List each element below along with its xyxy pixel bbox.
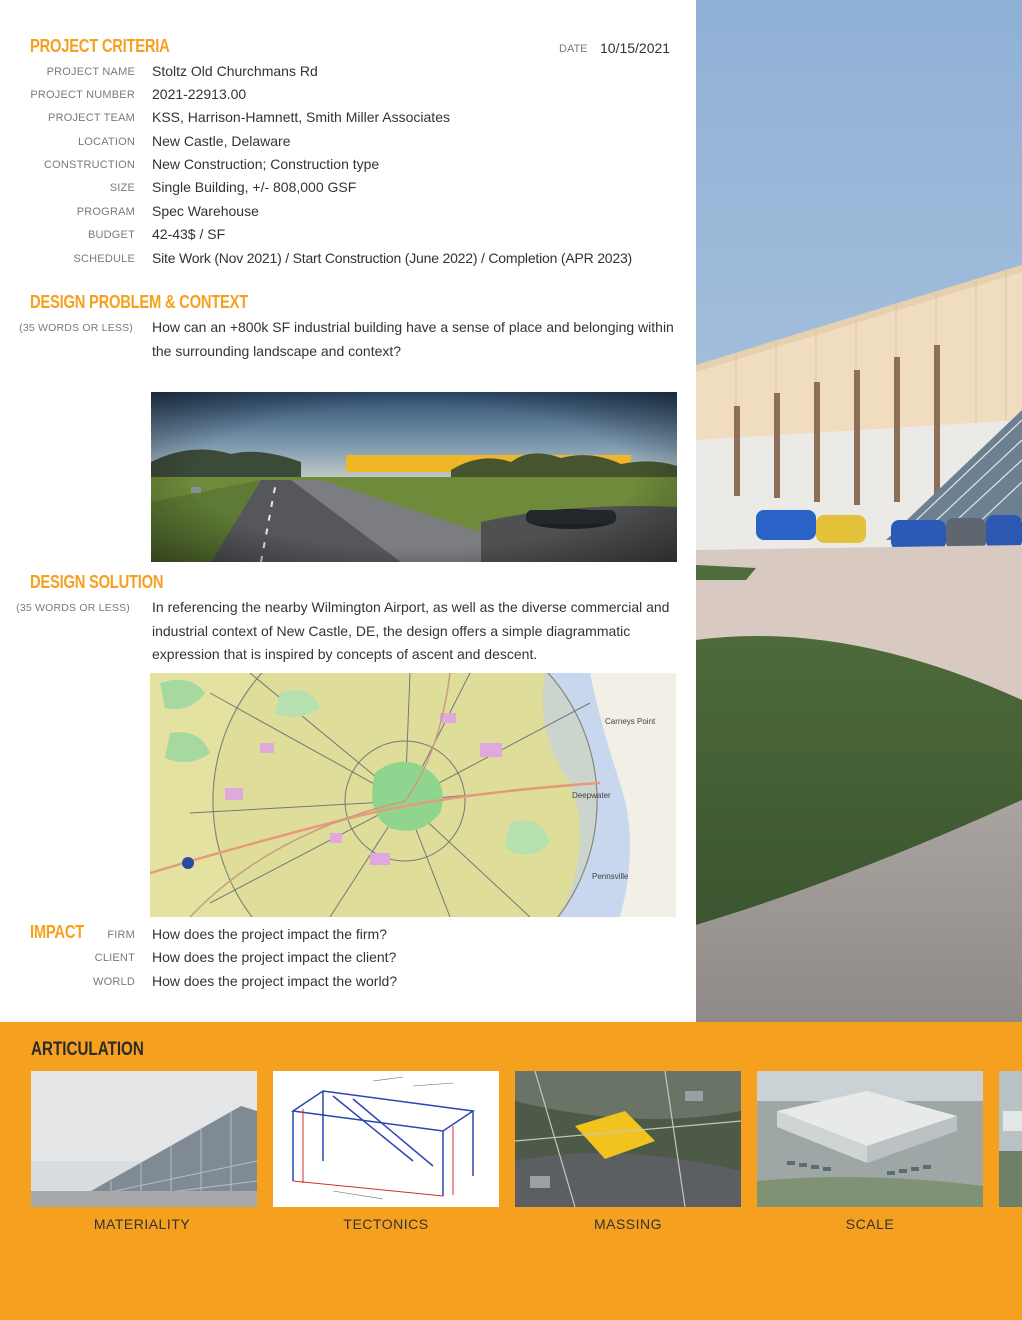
articulation-heading: ARTICULATION [31,1039,144,1060]
location-label: LOCATION [77,136,135,148]
impact-world-label: WORLD [93,976,135,988]
massing-image [515,1071,741,1207]
date-label: DATE [559,43,588,55]
scale-thumbnail [757,1071,983,1207]
design-problem-text: How can an +800k SF industrial building have a sense of place and belonging within the surrounding landscape and context? [152,319,674,359]
tectonics-thumbnail [273,1071,499,1207]
materiality-image [31,1071,257,1207]
location-value: New Castle, Delaware [152,133,291,149]
size-label: SIZE [109,182,135,194]
impact-firm-value: How does the project impact the firm? [152,926,387,942]
context-photo [151,392,677,562]
solution-word-limit-note: (35 WORDS OR LESS) [16,602,130,614]
tectonics-image [273,1071,499,1207]
problem-word-limit-note: (35 WORDS OR LESS) [19,322,133,334]
airport-map-image [150,673,676,917]
size-value: Single Building, +/- 808,000 GSF [152,179,357,195]
massing-caption: MASSING [593,1216,663,1232]
warehouse-rendering-image [696,0,1022,1022]
scale-image [757,1071,983,1207]
project-criteria-heading: PROJECT CRITERIA [30,36,170,56]
date-value: 10/15/2021 [600,40,671,56]
project-number-value: 2021-22913.00 [152,86,247,102]
impact-heading: IMPACT [30,922,85,942]
budget-value: 42-43$ / SF [152,226,226,242]
design-solution-text: In referencing the nearby Wilmington Airport, as well as the diverse commercial and industrial context of New Castle, DE, the design offers a simple diagrammatic expression that is inspired by concepts of ascent and descent. [152,599,670,662]
tectonics-caption: TECTONICS [343,1216,429,1232]
schedule-label: SCHEDULE [73,253,135,265]
design-problem-heading: DESIGN PROBLEM & CONTEXT [30,292,248,312]
extra-image [999,1071,1022,1207]
materiality-thumbnail [31,1071,257,1207]
project-team-value: KSS, Harrison-Hamnett, Smith Miller Associates [152,109,450,125]
map-label-deepwater: Deepwater [572,791,611,800]
scale-caption: SCALE [845,1216,895,1232]
construction-value: New Construction; Construction type [152,156,380,172]
impact-world-value: How does the project impact the world? [152,973,398,989]
map-label-carneys-point: Carneys Point [605,717,656,726]
project-name-label: PROJECT NAME [46,66,135,78]
design-solution-heading: DESIGN SOLUTION [30,572,164,592]
materiality-caption: MATERIALITY [93,1216,191,1232]
impact-client-label: CLIENT [94,952,135,964]
airport-context-map [150,673,676,917]
schedule-value: Site Work (Nov 2021) / Start Construction (June 2022) / Completion (APR 2023) [152,250,633,266]
massing-thumbnail [515,1071,741,1207]
project-team-label: PROJECT TEAM [48,112,135,124]
project-name-value: Stoltz Old Churchmans Rd [152,63,318,79]
impact-client-value: How does the project impact the client? [152,949,397,965]
construction-label: CONSTRUCTION [43,159,135,171]
context-photo-image [151,392,677,562]
extra-thumbnail [999,1071,1022,1207]
program-label: PROGRAM [76,206,135,218]
impact-firm-label: FIRM [107,929,135,941]
map-label-pennsville: Pennsville [592,872,629,881]
program-value: Spec Warehouse [152,203,259,219]
project-number-label: PROJECT NUMBER [30,89,135,101]
warehouse-rendering [696,0,1022,1022]
budget-label: BUDGET [87,229,135,241]
